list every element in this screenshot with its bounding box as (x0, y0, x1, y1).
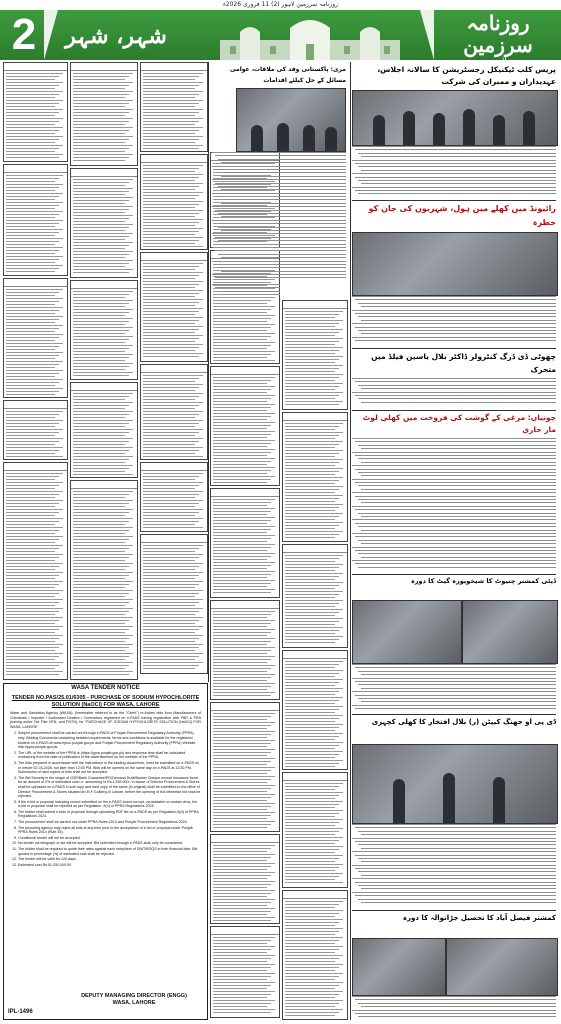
section-divider (352, 348, 556, 349)
headline-drug-controller: چھوٹی ڈی ڈرگ کنٹرولر ڈاکٹر بلال یاسین فیلڈ میں متحرک (371, 352, 556, 374)
tender-subtitle: TENDER NO.PAS/25.01/6305 - PURCHASE OF SODIUM HYPOCHLORITE SOLUTION (NaOCl) FOR WASA, LAHORE (11, 695, 200, 708)
classified-ad-box (3, 62, 68, 162)
tender-item: 3. The bids prepared in accordance with the instructions in the bidding documents, must be submitted on e-PADS on or before 02-03-2026, not later than 12:00 PM. Bids will be opened on the same day on e-PADS at 12:30 PM. Submission of hard copies of bids shall not be accepted. (18, 761, 201, 775)
classified-ad-box (70, 382, 138, 478)
classified-ad-box (70, 280, 138, 380)
section-title: شہر، شہر (65, 23, 167, 49)
masthead (0, 10, 561, 65)
article-text-block (352, 146, 556, 198)
tender-code: IPL-1496 (8, 1009, 33, 1015)
tender-items (18, 731, 201, 867)
classified-ad-box (210, 834, 280, 924)
headline-chicken-price: چونیاں: مرغی کے گوشت کی فروخت میں کھلی لوٹ مار جاری (362, 413, 556, 434)
classified-ad-box (210, 366, 280, 486)
classified-ad-box (3, 400, 68, 460)
headline-murree: مری: پاکستانی وفد کی ملاقات، عوامی مسائل کے حل کیلئے اقدامات (229, 66, 346, 84)
classified-ad-box (70, 168, 138, 278)
building-illustration (210, 14, 410, 60)
column-divider (350, 62, 351, 1020)
section-divider (352, 410, 556, 411)
classified-ad-box (140, 154, 208, 250)
tender-signatory (64, 993, 204, 1007)
tender-item: 9. Conditional tender will not be accepted. (18, 836, 201, 841)
tender-item: 1. Subject procurement shall be carried out through e-PADS of Punjab Procurement Regulatory Authority (PPRA) only. Bidding Documents containing detailed requirements, terms and conditions is available for the registered bidders on e-PADS at www.eproc.punjab.gov.pk and Punjab Procurement Regulatory Authority (PPRA) Website http://ppra.punjab.gov.pk. (18, 731, 201, 749)
photo-dc-visit-2 (462, 600, 558, 664)
tender-item: 2. The URL of the website of the PPRA is (https://ppra.punjab.gov.pk) and response time shall be calculated exclusively from the date of publication of the advertisement on the website of the PPRA. (18, 751, 201, 760)
headline-dc-visit: ڈپٹی کمشنر چنیوٹ کا شیخوپورہ گیٹ کا دورہ (410, 577, 556, 585)
headline-manholes: رائیونڈ میں کھلے مین ہول، شہریوں کی جان کو خطرہ (368, 204, 556, 227)
classified-ad-box (282, 412, 348, 542)
page-curl-icon (420, 10, 434, 60)
photo-commissioner-2 (446, 938, 558, 996)
signatory-org: WASA, LAHORE (112, 1000, 156, 1006)
article-text-block (352, 296, 556, 346)
classified-ad-box (282, 544, 348, 648)
article-text-block (352, 664, 556, 714)
paper-name-text: روزنامہ سرزمین (463, 11, 533, 57)
paper-name (440, 11, 556, 65)
tender-item: 6. The bidder shall submit e-bids or proposal through uploading PDF file on e-PADS as per Regulation-8(4) of PPRA Regulations 2024. (18, 810, 201, 819)
classified-ad-box (140, 252, 208, 362)
classified-ad-box (70, 480, 138, 680)
classified-ad-box (3, 462, 68, 680)
tender-item: 12. The tender will be valid for 120 days. (18, 857, 201, 862)
article-text-block (212, 284, 280, 298)
classified-ad-box (282, 890, 348, 1020)
photo-commissioner-1 (352, 938, 446, 996)
article-text-block (352, 378, 556, 408)
tender-item: 4. The Bid Security in the shape of CDR/Bank Guarantee/PO/Demand Draft/Banker Cheque except Insurance bond for an amount of 2% of estimated cost i.e. amounting to Rs.1,539,900/- in favour of Director Procurement & Stores shall be uploaded on e-PADS in soft copy and hard copy of the same (in original) shall be submitted to the office of Director Procurement & Stores situated at 09-F Gulberg-III Lahore, before the opening of bid otherwise bid shall be rejected. (18, 776, 201, 799)
date-line: روزنامہ سرزمین لاہور (2) 11 فروری 2026ء (222, 1, 339, 8)
headline-commissioner: کمشنر فیصل آباد کا تحصیل جڑانوالہ کا دورہ (402, 914, 556, 922)
signatory-title: DEPUTY MANAGING DIRECTOR (ENGG) (81, 993, 187, 999)
article-text-block (352, 438, 556, 572)
classified-ad-box (3, 278, 68, 398)
classified-ad-box (282, 772, 348, 888)
photo-dc-visit-1 (352, 600, 462, 664)
article-text-block (352, 824, 556, 908)
tender-item: 13. Estimated cost Rs.51,330,000.00 (18, 863, 201, 868)
column-divider (208, 62, 209, 682)
tender-item: 8. The procuring agency may reject all bids at any time prior to the acceptance of a bid or proposal under Punjab PPRA Rules 2014 (Rule 35). (18, 826, 201, 835)
article-text-block (212, 152, 346, 282)
section-divider (352, 200, 556, 201)
tender-item: 5. If the e-bid or proposal including record submitted on the e-PADS found corrupt, un-readable or contain virus, the e-bid or proposal shall be rejected as per Regulation -8(4) of PPRA Regulations 2024. (18, 800, 201, 809)
classified-ad-box (140, 364, 208, 460)
headline-press-club: پریس کلب ٹیکنیکل رجسٹریشن کا سالانہ اجلاس، عہدیداران و ممبران کی شرکت (377, 65, 556, 86)
article-text-block (352, 996, 556, 1020)
section-divider (352, 910, 556, 911)
tender-notice (3, 683, 208, 1020)
photo-manholes (352, 232, 558, 296)
section-divider (352, 714, 556, 715)
classified-ad-box (210, 702, 280, 832)
tender-title: WASA TENDER NOTICE (71, 685, 140, 691)
photo-meeting (236, 88, 346, 152)
paper-city: لاہور (489, 56, 507, 65)
photo-press-club (352, 90, 558, 146)
classified-ad-box (282, 650, 348, 770)
tender-item: 10. No tender via telegraph or fax will be accepted. Bid submitted through e-PADS shall only be considered. (18, 841, 201, 846)
photo-dpo-jhang (352, 744, 558, 824)
classified-ad-box (70, 62, 138, 166)
classified-ad-box (210, 600, 280, 700)
classified-ad-box (140, 534, 208, 674)
classified-ad-box (282, 300, 348, 410)
tender-item: 11. The bidder shall be required to quote their rates against each entry/item of DNIT/BOQS in their financial bids. Bid quoted in percentage (%) of estimated cost shall be rejected. (18, 847, 201, 856)
tender-item: 7. The procurement shall be carried out under PPRA Rules-2014 and Punjab Procurement Regulations 2024. (18, 820, 201, 825)
headline-dpo-jhang: ڈی پی او جھنگ کیپٹن (ر) بلال افتخار کا کھلی کچہری (371, 718, 556, 726)
classified-ad-box (140, 462, 208, 532)
classified-ad-box (210, 488, 280, 598)
page-number: 2 (11, 10, 37, 59)
section-divider (352, 574, 556, 575)
classified-ad-box (140, 62, 208, 152)
classified-ad-box (210, 926, 280, 1018)
tender-intro: Water and Sanitation Agency (WASA), (hereinafter referred to as the "Client") re-invites bids from Manufacturers of Chemicals / Importer / Authorized Dealers / Contractors registered on e-PADS having registration with FBR & PRA (having active Tax Filer NTN, and PNTN), for "PURCHASE OF SODIUM HYPOCHLORITE SOLUTION (NaOCl) FOR WASA, LAHORE". (10, 711, 201, 729)
classified-ad-box (3, 164, 68, 276)
